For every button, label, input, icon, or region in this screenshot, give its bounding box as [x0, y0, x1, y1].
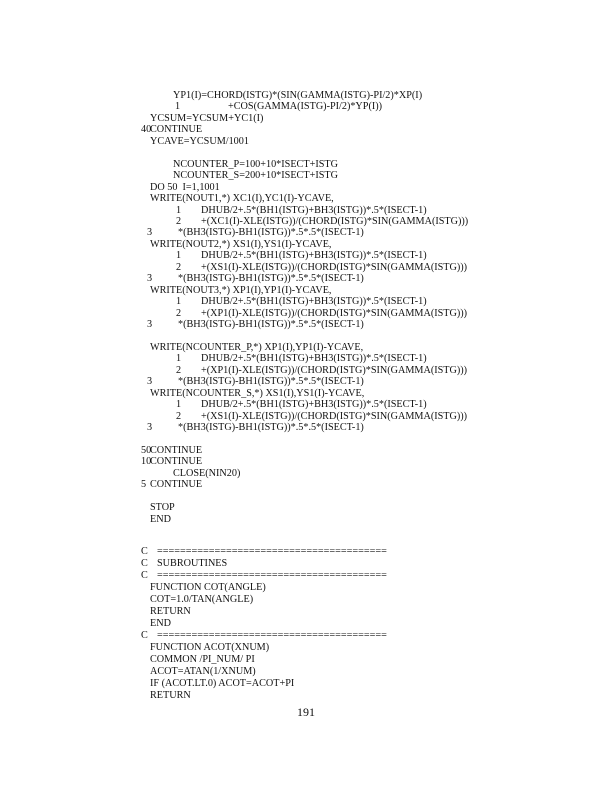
- code-text: ACOT=ATAN(1/XNUM): [150, 666, 256, 677]
- code-text: CONTINUE: [150, 124, 203, 136]
- code-line: [0, 468, 612, 480]
- code-line: [0, 594, 612, 606]
- code-text: FUNCTION ACOT(XNUM): [150, 642, 270, 653]
- code-line: [0, 216, 612, 228]
- continuation-marker: 1: [176, 353, 182, 365]
- code-line: [0, 514, 612, 526]
- code-line: [0, 666, 612, 678]
- code-text: STOP: [150, 502, 175, 514]
- code-text: *(BH3(ISTG)-BH1(ISTG))*.5*.5*(ISECT-1): [178, 376, 364, 388]
- continuation-marker: 1: [175, 101, 181, 113]
- code-text: CONTINUE: [150, 479, 203, 491]
- code-text: +(XS1(I)-XLE(ISTG))/(CHORD(ISTG)*SIN(GAMMA(ISTG))): [201, 410, 468, 422]
- code-line: [0, 170, 612, 182]
- code-text: YCAVE=YCSUM/1001: [150, 135, 249, 147]
- code-line: [0, 678, 612, 690]
- code-line: [0, 606, 612, 618]
- continuation-marker: 3: [147, 376, 153, 388]
- code-line: [0, 285, 612, 297]
- code-line: [0, 296, 612, 308]
- code-text: ========================================: [157, 630, 387, 641]
- code-line: [0, 193, 612, 205]
- statement-label: C: [141, 558, 148, 569]
- code-line: [0, 491, 612, 503]
- code-line: [0, 690, 612, 702]
- code-text: *(BH3(ISTG)-BH1(ISTG))*.5*.5*(ISECT-1): [178, 227, 364, 239]
- code-text: +(XS1(I)-XLE(ISTG))/(CHORD(ISTG)*SIN(GAMMA(ISTG))): [201, 261, 468, 273]
- code-text: YP1(I)=CHORD(ISTG)*(SIN(GAMMA(ISTG)-PI/2)*XP(I): [173, 90, 423, 101]
- code-line: [0, 159, 612, 171]
- continuation-marker: 1: [176, 296, 182, 308]
- code-text: DHUB/2+.5*(BH1(ISTG)+BH3(ISTG))*.5*(ISECT-1): [201, 399, 427, 411]
- code-text: WRITE(NCOUNTER_P,*) XP1(I),YP1(I)-YCAVE,: [150, 341, 364, 353]
- code-line: [0, 642, 612, 654]
- code-text: ========================================: [157, 570, 387, 581]
- statement-label: 5: [141, 479, 147, 491]
- code-line: [0, 445, 612, 457]
- code-line: [0, 502, 612, 514]
- continuation-marker: 3: [147, 273, 153, 285]
- code-text: END: [150, 618, 171, 629]
- code-line: [0, 124, 612, 136]
- continuation-marker: 2: [176, 410, 182, 422]
- page-number: 191: [297, 705, 315, 719]
- continuation-marker: 1: [176, 399, 182, 411]
- code-line: [0, 365, 612, 377]
- code-text: *(BH3(ISTG)-BH1(ISTG))*.5*.5*(ISECT-1): [178, 319, 364, 330]
- continuation-marker: 2: [176, 261, 182, 273]
- code-text: +COS(GAMMA(ISTG)-PI/2)*YP(I)): [228, 101, 383, 113]
- code-text: SUBROUTINES: [157, 558, 228, 569]
- code-text: DHUB/2+.5*(BH1(ISTG)+BH3(ISTG))*.5*(ISECT-1): [201, 353, 427, 365]
- statement-label: C: [141, 570, 148, 581]
- code-text: CONTINUE: [150, 456, 203, 468]
- code-line: [0, 262, 612, 274]
- code-text: DHUB/2+.5*(BH1(ISTG)+BH3(ISTG))*.5*(ISECT-1): [201, 204, 427, 216]
- code-line: [0, 101, 612, 113]
- code-line: [0, 570, 612, 582]
- code-line: [0, 582, 612, 594]
- continuation-marker: 1: [176, 204, 182, 216]
- code-text: *(BH3(ISTG)-BH1(ISTG))*.5*.5*(ISECT-1): [178, 422, 364, 434]
- code-line: [0, 456, 612, 468]
- code-text: FUNCTION COT(ANGLE): [150, 582, 266, 593]
- code-text: RETURN: [150, 690, 191, 701]
- code-text: IF (ACOT.LT.0) ACOT=ACOT+PI: [150, 678, 295, 689]
- statement-label: 50: [141, 444, 152, 456]
- code-text: CONTINUE: [150, 444, 203, 456]
- code-text: COT=1.0/TAN(ANGLE): [150, 594, 254, 605]
- code-line: [0, 239, 612, 251]
- continuation-marker: 3: [147, 422, 153, 434]
- code-line: [0, 618, 612, 630]
- code-line: [0, 654, 612, 666]
- code-text: COMMON /PI_NUM/ PI: [150, 654, 255, 665]
- code-line: [0, 273, 612, 285]
- code-text: *(BH3(ISTG)-BH1(ISTG))*.5*.5*(ISECT-1): [178, 273, 364, 285]
- code-text: END: [150, 513, 171, 525]
- code-line: [0, 136, 612, 148]
- code-line: [0, 434, 612, 446]
- continuation-marker: 2: [176, 307, 182, 319]
- code-line: [0, 388, 612, 400]
- continuation-marker: 3: [147, 319, 153, 330]
- code-line: [0, 376, 612, 388]
- code-text: CLOSE(NIN20): [173, 467, 241, 479]
- code-text: YCSUM=YCSUM+YC1(I): [150, 112, 264, 124]
- code-line: [0, 182, 612, 194]
- code-line: [0, 330, 612, 342]
- code-line: [0, 319, 612, 331]
- statement-label: C: [141, 630, 148, 641]
- code-line: [0, 90, 612, 102]
- code-text: +(XC1(I)-XLE(ISTG))/(CHORD(ISTG)*SIN(GAMMA(ISTG))): [201, 215, 469, 227]
- code-text: +(XP1(I)-XLE(ISTG))/(CHORD(ISTG)*SIN(GAMMA(ISTG))): [201, 307, 468, 319]
- code-text: NCOUNTER_S=200+10*ISECT+ISTG: [173, 170, 338, 182]
- code-text: NCOUNTER_P=100+10*ISECT+ISTG: [173, 158, 338, 170]
- code-text: DO 50 I=1,1001: [150, 181, 220, 193]
- code-line: [0, 399, 612, 411]
- code-text: ========================================: [157, 546, 387, 557]
- code-line: [0, 479, 612, 491]
- code-text: WRITE(NCOUNTER_S,*) XS1(I),YS1(I)-YCAVE,: [150, 387, 365, 399]
- code-line: [0, 250, 612, 262]
- code-line: [0, 411, 612, 423]
- code-line: [0, 546, 612, 558]
- code-line: [0, 342, 612, 354]
- statement-label: 10: [141, 456, 152, 468]
- code-line: [0, 227, 612, 239]
- code-text: +(XP1(I)-XLE(ISTG))/(CHORD(ISTG)*SIN(GAMMA(ISTG))): [201, 364, 468, 376]
- code-line: [0, 558, 612, 570]
- code-text: WRITE(NOUT3,*) XP1(I),YP1(I)-YCAVE,: [150, 284, 332, 296]
- code-line: [0, 308, 612, 320]
- code-line: [0, 205, 612, 217]
- code-line: [0, 422, 612, 434]
- code-line: [0, 630, 612, 642]
- continuation-marker: 2: [176, 215, 182, 227]
- code-line: [0, 147, 612, 159]
- statement-label: 40: [141, 124, 152, 136]
- code-line: [0, 113, 612, 125]
- statement-label: C: [141, 546, 148, 557]
- code-text: DHUB/2+.5*(BH1(ISTG)+BH3(ISTG))*.5*(ISECT-1): [201, 296, 427, 308]
- code-text: DHUB/2+.5*(BH1(ISTG)+BH3(ISTG))*.5*(ISECT-1): [201, 250, 427, 262]
- continuation-marker: 1: [176, 250, 182, 262]
- code-text: RETURN: [150, 606, 191, 617]
- code-text: WRITE(NOUT2,*) XS1(I),YS1(I)-YCAVE,: [150, 238, 332, 250]
- continuation-marker: 2: [176, 364, 182, 376]
- continuation-marker: 3: [147, 227, 153, 239]
- code-line: [0, 353, 612, 365]
- code-text: WRITE(NOUT1,*) XC1(I),YC1(I)-YCAVE,: [150, 193, 334, 205]
